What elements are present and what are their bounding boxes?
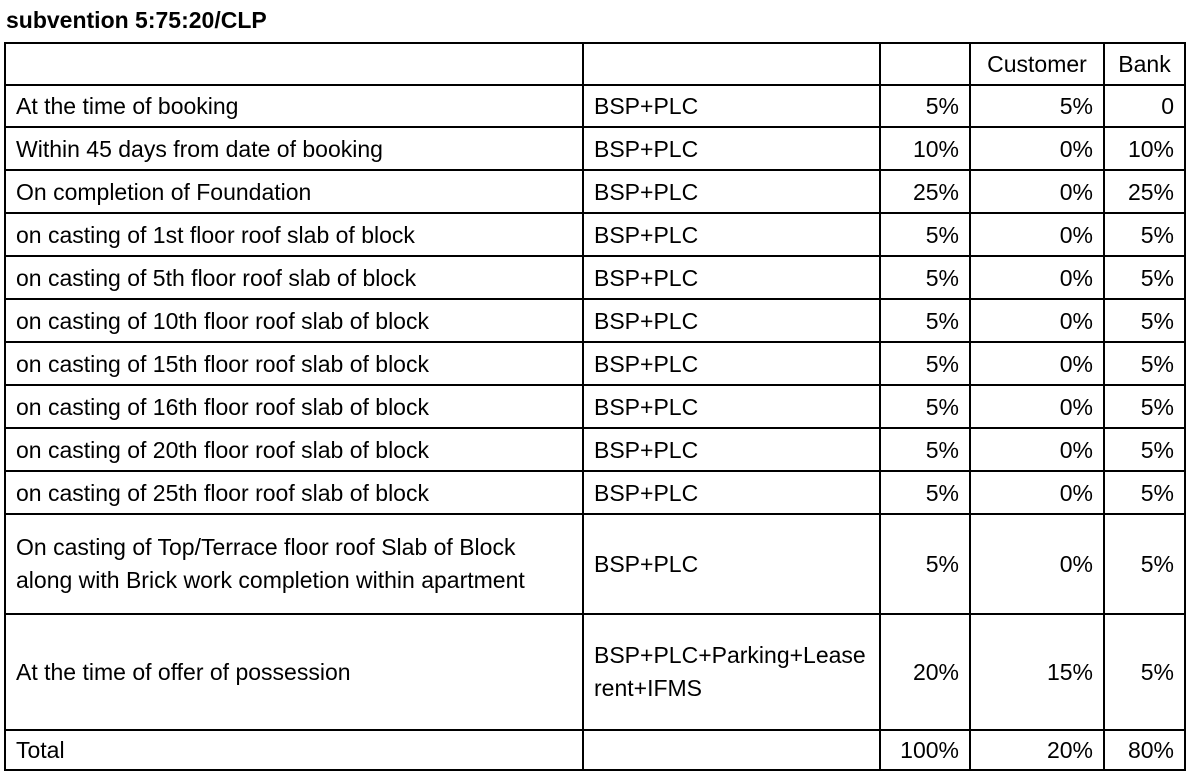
stage-cell: on casting of 1st floor roof slab of block [5, 213, 583, 256]
total-component-cell [583, 730, 880, 770]
table-row [5, 342, 1185, 385]
customer-percent-cell: 0% [970, 514, 1104, 614]
bank-percent-cell: 0 [1104, 85, 1185, 127]
stage-cell: At the time of booking [5, 85, 583, 127]
customer-percent-cell: 0% [970, 213, 1104, 256]
customer-percent-cell: 0% [970, 385, 1104, 428]
stage-cell: on casting of 5th floor roof slab of block [5, 256, 583, 299]
table-row [5, 299, 1185, 342]
component-cell: BSP+PLC [583, 428, 880, 471]
header-row [5, 43, 1185, 85]
total-percent-cell: 5% [880, 213, 970, 256]
total-percent-cell: 5% [880, 385, 970, 428]
table-row [5, 385, 1185, 428]
customer-percent-cell: 0% [970, 256, 1104, 299]
stage-cell: At the time of offer of possession [5, 614, 583, 730]
stage-cell: on casting of 15th floor roof slab of block [5, 342, 583, 385]
page-title: subvention 5:75:20/CLP [6, 7, 267, 33]
bank-percent-cell: 5% [1104, 428, 1185, 471]
total-percent-cell: 5% [880, 428, 970, 471]
total-percent-cell: 5% [880, 471, 970, 514]
customer-percent-cell: 0% [970, 127, 1104, 170]
component-cell: BSP+PLC [583, 342, 880, 385]
stage-cell: Within 45 days from date of booking [5, 127, 583, 170]
total-percent-cell: 5% [880, 256, 970, 299]
total-percent-cell: 5% [880, 85, 970, 127]
stage-cell: On completion of Foundation [5, 170, 583, 213]
bank-percent-cell: 5% [1104, 213, 1185, 256]
customer-percent-cell: 0% [970, 170, 1104, 213]
table-row [5, 85, 1185, 127]
stage-cell: on casting of 25th floor roof slab of block [5, 471, 583, 514]
table-row [5, 127, 1185, 170]
total-percent-cell: 5% [880, 299, 970, 342]
component-cell: BSP+PLC+Parking+Lease rent+IFMS [583, 614, 880, 730]
table-row [5, 213, 1185, 256]
stage-cell: on casting of 20th floor roof slab of block [5, 428, 583, 471]
total-percent-cell: 5% [880, 342, 970, 385]
table-row [5, 514, 1185, 614]
bank-percent-cell: 10% [1104, 127, 1185, 170]
header-cell-component [583, 43, 880, 85]
component-cell: BSP+PLC [583, 256, 880, 299]
total-row [5, 730, 1185, 770]
total-percent-cell: 25% [880, 170, 970, 213]
total-customer-sum-cell: 20% [970, 730, 1104, 770]
stage-cell: On casting of Top/Terrace floor roof Slab of Block along with Brick work completion within apartment [5, 514, 583, 614]
table-row [5, 471, 1185, 514]
customer-percent-cell: 0% [970, 471, 1104, 514]
total-percent-cell: 5% [880, 514, 970, 614]
bank-percent-cell: 25% [1104, 170, 1185, 213]
total-percent-cell: 20% [880, 614, 970, 730]
header-cell-customer: Customer [970, 43, 1104, 85]
customer-percent-cell: 0% [970, 299, 1104, 342]
total-label-cell: Total [5, 730, 583, 770]
customer-percent-cell: 15% [970, 614, 1104, 730]
bank-percent-cell: 5% [1104, 299, 1185, 342]
header-cell-total [880, 43, 970, 85]
bank-percent-cell: 5% [1104, 342, 1185, 385]
bank-percent-cell: 5% [1104, 614, 1185, 730]
customer-percent-cell: 5% [970, 85, 1104, 127]
customer-percent-cell: 0% [970, 342, 1104, 385]
header-cell-stage [5, 43, 583, 85]
table-row [5, 614, 1185, 730]
stage-cell: on casting of 16th floor roof slab of block [5, 385, 583, 428]
component-cell: BSP+PLC [583, 385, 880, 428]
bank-percent-cell: 5% [1104, 256, 1185, 299]
component-cell: BSP+PLC [583, 85, 880, 127]
stage-cell: on casting of 10th floor roof slab of block [5, 299, 583, 342]
payment-plan-table [4, 42, 1186, 771]
table-row [5, 428, 1185, 471]
total-percent-sum-cell: 100% [880, 730, 970, 770]
table-row [5, 256, 1185, 299]
bank-percent-cell: 5% [1104, 514, 1185, 614]
customer-percent-cell: 0% [970, 428, 1104, 471]
component-cell: BSP+PLC [583, 471, 880, 514]
bank-percent-cell: 5% [1104, 385, 1185, 428]
table-row [5, 170, 1185, 213]
component-cell: BSP+PLC [583, 514, 880, 614]
bank-percent-cell: 5% [1104, 471, 1185, 514]
total-percent-cell: 10% [880, 127, 970, 170]
header-cell-bank: Bank [1104, 43, 1185, 85]
total-bank-sum-cell: 80% [1104, 730, 1185, 770]
component-cell: BSP+PLC [583, 170, 880, 213]
component-cell: BSP+PLC [583, 213, 880, 256]
component-cell: BSP+PLC [583, 127, 880, 170]
component-cell: BSP+PLC [583, 299, 880, 342]
